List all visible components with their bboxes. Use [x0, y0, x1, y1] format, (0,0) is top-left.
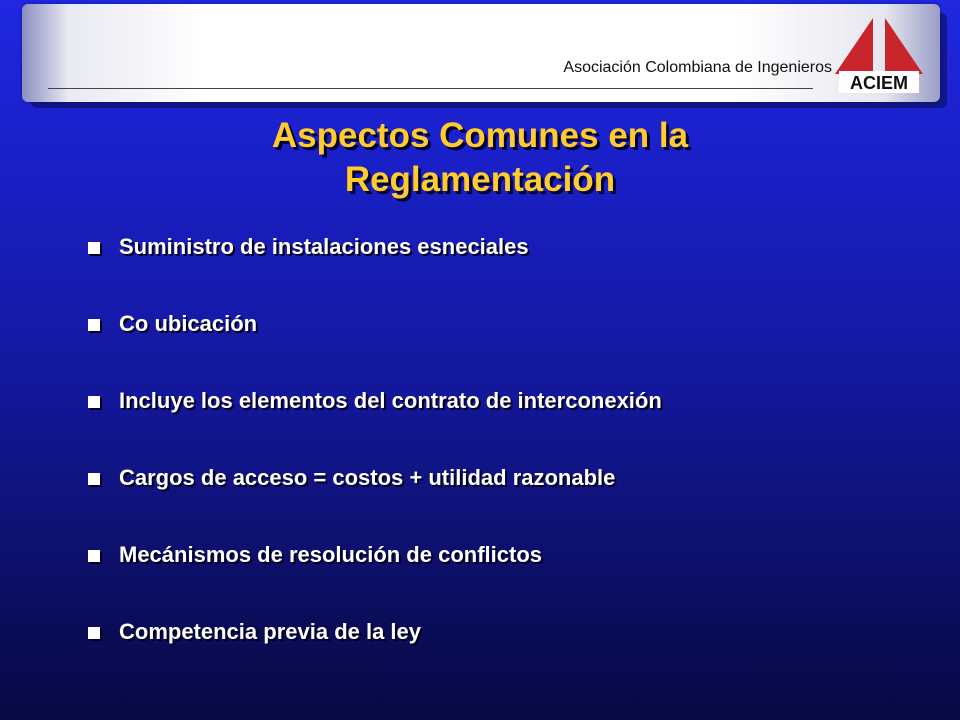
slide-title-line-1: Aspectos Comunes en la: [271, 116, 689, 155]
slide-title-line-2: Reglamentación: [344, 160, 616, 199]
list-item: [88, 461, 928, 538]
list-item: [88, 384, 928, 461]
bullet-text: Suministro de instalaciones esneciales: [119, 234, 529, 259]
bullet-list: [88, 230, 928, 692]
square-bullet-icon: [88, 396, 100, 408]
square-bullet-icon: [88, 319, 100, 331]
bullet-text: Mecánismos de resolución de conflictos: [119, 542, 542, 567]
bullet-text: Competencia previa de la ley: [119, 619, 422, 644]
square-bullet-icon: [88, 550, 100, 562]
bullet-text: Incluye los elementos del contrato de interconexión: [119, 388, 662, 413]
list-item: [88, 615, 928, 692]
bullet-text: Cargos de acceso = costos + utilidad razonable: [119, 465, 616, 490]
logo-triangle-right: [885, 18, 923, 74]
square-bullet-icon: [88, 627, 100, 639]
bullet-text: Co ubicación: [119, 311, 258, 336]
aciem-logo: [833, 14, 925, 94]
square-bullet-icon: [88, 473, 100, 485]
logo-triangle-left: [835, 18, 873, 74]
logo-wordmark: ACIEM: [850, 73, 908, 93]
list-item: [88, 230, 928, 307]
square-bullet-icon: [88, 242, 100, 254]
organization-name: Asociación Colombiana de Ingenieros: [563, 59, 832, 76]
slide-title: [140, 114, 820, 202]
list-item: [88, 307, 928, 384]
list-item: [88, 538, 928, 615]
header-divider: [48, 88, 813, 89]
